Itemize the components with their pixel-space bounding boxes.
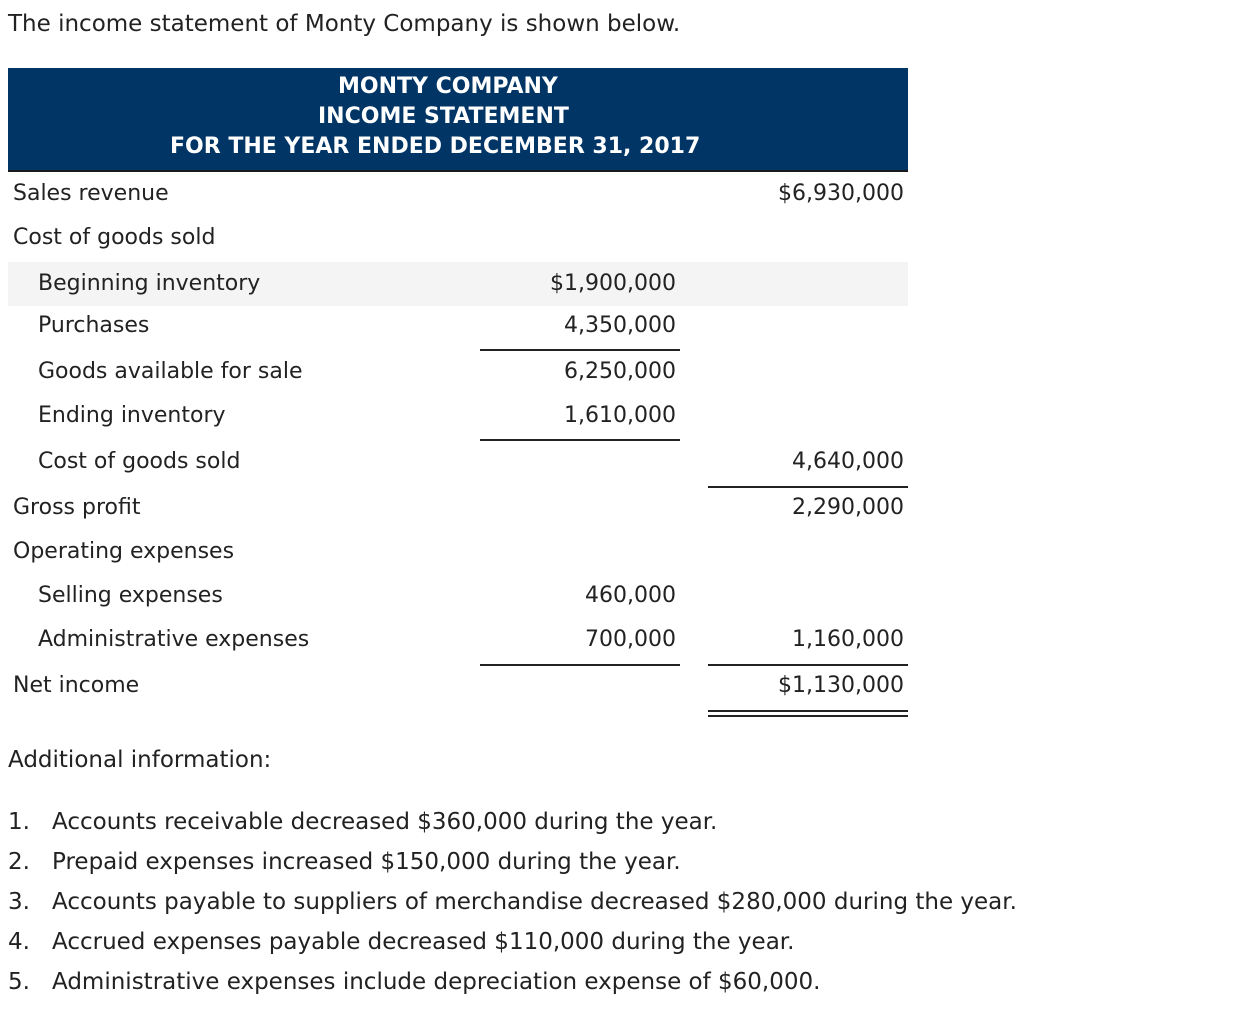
list-item-text: Accrued expenses payable decreased $110,000 during the year.: [52, 929, 795, 955]
statement-header: [8, 68, 908, 172]
row-amount-detail: $1,900,000: [550, 271, 676, 296]
row-amount-total: 1,160,000: [792, 627, 904, 652]
row-amount-total: 4,640,000: [792, 449, 904, 474]
row-label: Gross profit: [13, 495, 141, 520]
row-operating-expenses-header: [8, 530, 908, 574]
additional-information-heading: Additional information:: [8, 747, 272, 773]
row-ending-inventory: [8, 394, 908, 438]
statement-period: FOR THE YEAR ENDED DECEMBER 31, 2017: [170, 134, 701, 159]
row-selling-expenses: [8, 574, 908, 618]
row-amount-detail: 700,000: [585, 627, 676, 652]
list-item-number: 1.: [8, 809, 30, 835]
row-sales-revenue: [8, 172, 908, 216]
list-item-text: Accounts receivable decreased $360,000 during the year.: [52, 809, 718, 835]
statement-title: INCOME STATEMENT: [318, 104, 569, 129]
row-label: Selling expenses: [38, 583, 223, 608]
row-label: Goods available for sale: [38, 359, 303, 384]
row-cost-of-goods-sold-header: [8, 216, 908, 260]
list-item-text: Prepaid expenses increased $150,000 during the year.: [52, 849, 681, 875]
row-label: Sales revenue: [13, 181, 169, 206]
row-beginning-inventory: [8, 262, 908, 306]
list-item-number: 5.: [8, 969, 30, 995]
row-gross-profit: [8, 486, 908, 530]
list-item-text: Accounts payable to suppliers of merchandise decreased $280,000 during the year.: [52, 889, 1017, 915]
row-amount-total: 2,290,000: [792, 495, 904, 520]
row-label: Operating expenses: [13, 539, 235, 564]
row-label: Purchases: [38, 313, 150, 338]
row-amount-detail: 6,250,000: [564, 359, 676, 384]
row-label: Cost of goods sold: [38, 449, 241, 474]
row-amount-detail: 1,610,000: [564, 403, 676, 428]
row-label: Administrative expenses: [38, 627, 310, 652]
row-label: Ending inventory: [38, 403, 226, 428]
row-label: Net income: [13, 673, 140, 698]
row-amount-total: $6,930,000: [778, 181, 904, 206]
row-purchases: [8, 304, 908, 348]
row-cost-of-goods-sold-total: [8, 440, 908, 484]
list-item-text: Administrative expenses include depreciation expense of $60,000.: [52, 969, 821, 995]
row-amount-total: $1,130,000: [778, 673, 904, 698]
row-net-income: [8, 664, 908, 708]
row-label: Cost of goods sold: [13, 225, 216, 250]
list-item-number: 3.: [8, 889, 30, 915]
row-goods-available-for-sale: [8, 350, 908, 394]
row-amount-detail: 4,350,000: [564, 313, 676, 338]
row-amount-detail: 460,000: [585, 583, 676, 608]
intro-text: The income statement of Monty Company is shown below.: [8, 11, 681, 37]
company-name: MONTY COMPANY: [338, 74, 558, 99]
row-administrative-expenses: [8, 618, 908, 662]
income-statement-table: [8, 68, 908, 698]
double-underline-rule: [708, 710, 908, 717]
row-label: Beginning inventory: [38, 271, 261, 296]
list-item-number: 2.: [8, 849, 30, 875]
list-item-number: 4.: [8, 929, 30, 955]
